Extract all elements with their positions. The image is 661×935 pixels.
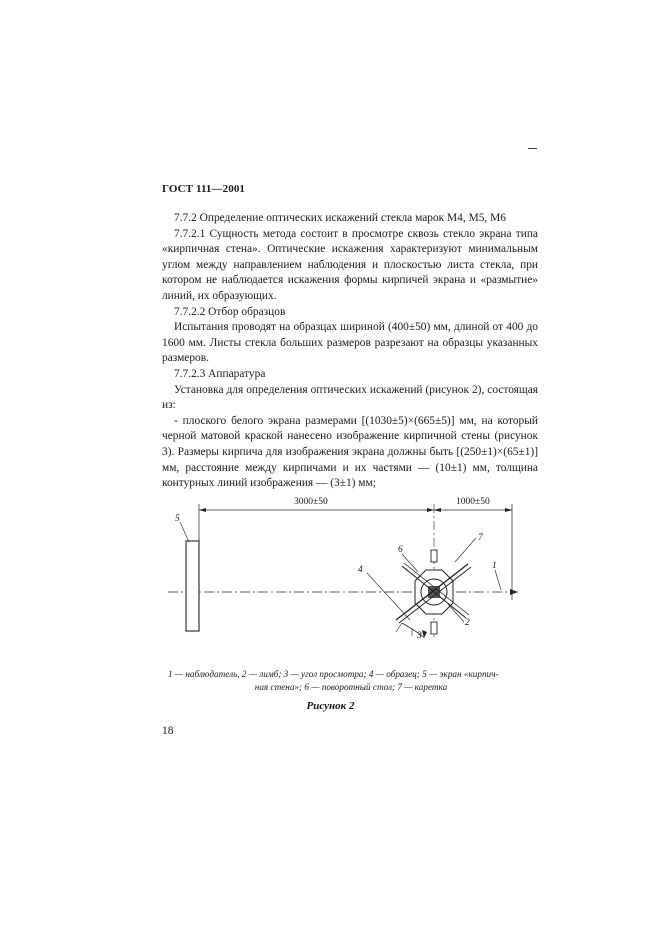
caption-line-1: 1 — наблюдатель, 2 — лимб; 3 — угол просмотра; 4 — образец; 5 — экран «кирпич- — [168, 669, 499, 679]
page-corner-mark — [528, 148, 537, 149]
label-4: 4 — [358, 565, 363, 575]
label-7: 7 — [478, 533, 483, 543]
brick-wall-screen — [186, 541, 199, 631]
paragraph-apparatus-intro: Установка для определения оптических искажений (рисунок 2), состоящая из: — [162, 383, 538, 412]
figure-title: Рисунок 2 — [306, 700, 355, 712]
figure-2-diagram — [162, 488, 542, 656]
paragraph-screen-spec: - плоского белого экрана размерами [(1030±5)×(665±5)] мм, на который черной матовой краской нанесено изображение кирпичной стены (рисунок 3). Размеры кирпича для изображения экрана должны быть [(250±1)×(65±1)] мм, расстояние между кирпичами и их частями — (10±1) мм, толщина контурных линий изображения — (3±1) мм; — [162, 414, 538, 490]
observer-arrow — [510, 589, 518, 595]
dimension-label-3000: 3000±50 — [294, 497, 328, 507]
caption-line-2: ная стена»; 6 — поворотный стол; 7 — каретка — [254, 681, 448, 692]
label-1: 1 — [492, 561, 497, 571]
figure-2-svg — [162, 488, 542, 656]
label-6: 6 — [398, 545, 403, 555]
label-3: 3 — [417, 631, 422, 641]
body-text — [162, 211, 538, 492]
paragraph-method-essence: 7.7.2.1 Сущность метода состоит в просмотре сквозь стекло экрана типа «кирпичная стена». Оптические искажения характеризуют минимальным углом между направлением наблюдения и плоскостью листа стекла, при котором не наблюдается искажения формы кирпичей экрана и «размытие» линий, их образующих. — [162, 227, 538, 302]
label-2: 2 — [465, 618, 470, 628]
figure-caption — [168, 668, 534, 693]
paragraph-sampling: Испытания проводят на образцах шириной (400±50) мм, длиной от 400 до 1600 мм. Листы стекла больших размеров разрезают на образцы указанных размеров. — [162, 321, 538, 365]
label-5: 5 — [175, 514, 180, 524]
paragraph-apparatus-title: 7.7.2.3 Аппаратура — [174, 367, 266, 380]
paragraph-section-title: 7.7.2 Определение оптических искажений стекла марок М4, М5, М6 — [174, 212, 506, 224]
paragraph-sampling-title: 7.7.2.2 Отбор образцов — [174, 305, 286, 318]
page-number: 18 — [162, 725, 174, 737]
dimension-label-1000: 1000±50 — [456, 497, 490, 507]
standard-header: ГОСТ 111—2001 — [162, 183, 246, 195]
